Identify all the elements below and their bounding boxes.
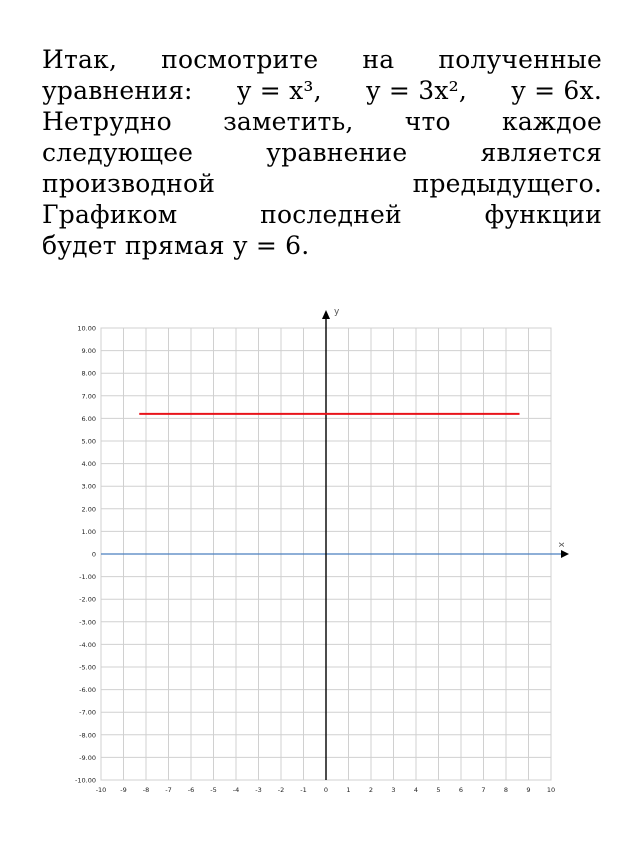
x-tick-label: 7 bbox=[481, 786, 486, 794]
y-tick-label: 0 bbox=[91, 550, 96, 559]
paragraph-word: у = х³, bbox=[236, 76, 322, 105]
x-tick-label: 8 bbox=[503, 786, 509, 794]
y-tick-label: 3.00 bbox=[81, 482, 96, 491]
x-tick-label: 6 bbox=[458, 786, 464, 794]
paragraph-word: полученные bbox=[438, 45, 602, 74]
y-tick-label: 7.00 bbox=[81, 392, 96, 401]
y-tick-label: -5.00 bbox=[79, 663, 96, 672]
y-tick-label: 10.00 bbox=[77, 324, 96, 333]
y-tick-label: -7.00 bbox=[79, 708, 96, 717]
paragraph-word: является bbox=[480, 138, 602, 167]
x-tick-label: 10 bbox=[546, 786, 556, 794]
y-tick-label: -8.00 bbox=[79, 731, 96, 740]
y-tick-label: -2.00 bbox=[79, 595, 96, 604]
paragraph-word: на bbox=[362, 45, 395, 74]
paragraph-word: последней bbox=[260, 200, 402, 229]
y-tick-label: -6.00 bbox=[79, 686, 96, 695]
paragraph-word: предыдущего. bbox=[412, 169, 602, 198]
y-tick-label: 6.00 bbox=[81, 414, 96, 423]
y-tick-label: -4.00 bbox=[79, 640, 96, 649]
y-tick-label: 5.00 bbox=[81, 437, 96, 446]
y-tick-label: 2.00 bbox=[81, 505, 96, 514]
paragraph-word: Итак, bbox=[42, 45, 118, 74]
paragraph-word: у = 3х², bbox=[365, 76, 467, 105]
x-tick-label: 1 bbox=[346, 786, 351, 794]
x-tick-label: -8 bbox=[142, 786, 150, 794]
paragraph-word: Нетрудно bbox=[42, 107, 172, 136]
paragraph-word: заметить, bbox=[223, 107, 354, 136]
x-tick-label: -3 bbox=[255, 786, 262, 794]
x-tick-label: -4 bbox=[232, 786, 240, 794]
x-tick-label: -10 bbox=[95, 786, 107, 794]
x-tick-label: 2 bbox=[368, 786, 374, 794]
x-tick-label: 0 bbox=[323, 786, 329, 794]
paragraph-word: что bbox=[404, 107, 451, 136]
y-tick-label: 8.00 bbox=[81, 369, 96, 378]
paragraph-word: уравнения: bbox=[42, 76, 193, 105]
x-tick-label: -9 bbox=[120, 786, 127, 794]
y-tick-label: 9.00 bbox=[81, 347, 96, 356]
paragraph-word: будет прямая у = 6. bbox=[42, 231, 310, 260]
y-tick-label: -10.00 bbox=[75, 776, 96, 785]
paragraph-word: у = 6х. bbox=[511, 76, 602, 105]
y-axis-arrow bbox=[322, 310, 330, 319]
x-tick-label: -6 bbox=[187, 786, 195, 794]
x-tick-label: -1 bbox=[300, 786, 307, 794]
y-axis-label: y bbox=[334, 307, 340, 317]
x-tick-label: -2 bbox=[277, 786, 285, 794]
paragraph-word: посмотрите bbox=[161, 45, 319, 74]
paragraph-word: Графиком bbox=[42, 200, 178, 229]
x-axis-label: x bbox=[556, 542, 566, 548]
paragraph-word: следующее bbox=[42, 138, 194, 167]
x-tick-label: 4 bbox=[413, 786, 419, 794]
y-tick-label: -3.00 bbox=[79, 618, 96, 627]
paragraph-word: уравнение bbox=[266, 138, 408, 167]
x-tick-label: 3 bbox=[391, 786, 396, 794]
x-tick-label: 5 bbox=[436, 786, 441, 794]
x-axis-arrow bbox=[561, 550, 569, 558]
y-tick-label: 4.00 bbox=[81, 460, 96, 469]
paragraph-word: производной bbox=[42, 169, 216, 198]
paragraph-word: функции bbox=[484, 200, 602, 229]
y-tick-label: -1.00 bbox=[79, 573, 96, 582]
x-tick-label: -7 bbox=[165, 786, 172, 794]
paragraph-word: каждое bbox=[502, 107, 602, 136]
x-tick-label: 9 bbox=[526, 786, 531, 794]
x-tick-label: -5 bbox=[210, 786, 217, 794]
y-tick-label: -9.00 bbox=[79, 753, 96, 762]
y-tick-label: 1.00 bbox=[81, 527, 96, 536]
